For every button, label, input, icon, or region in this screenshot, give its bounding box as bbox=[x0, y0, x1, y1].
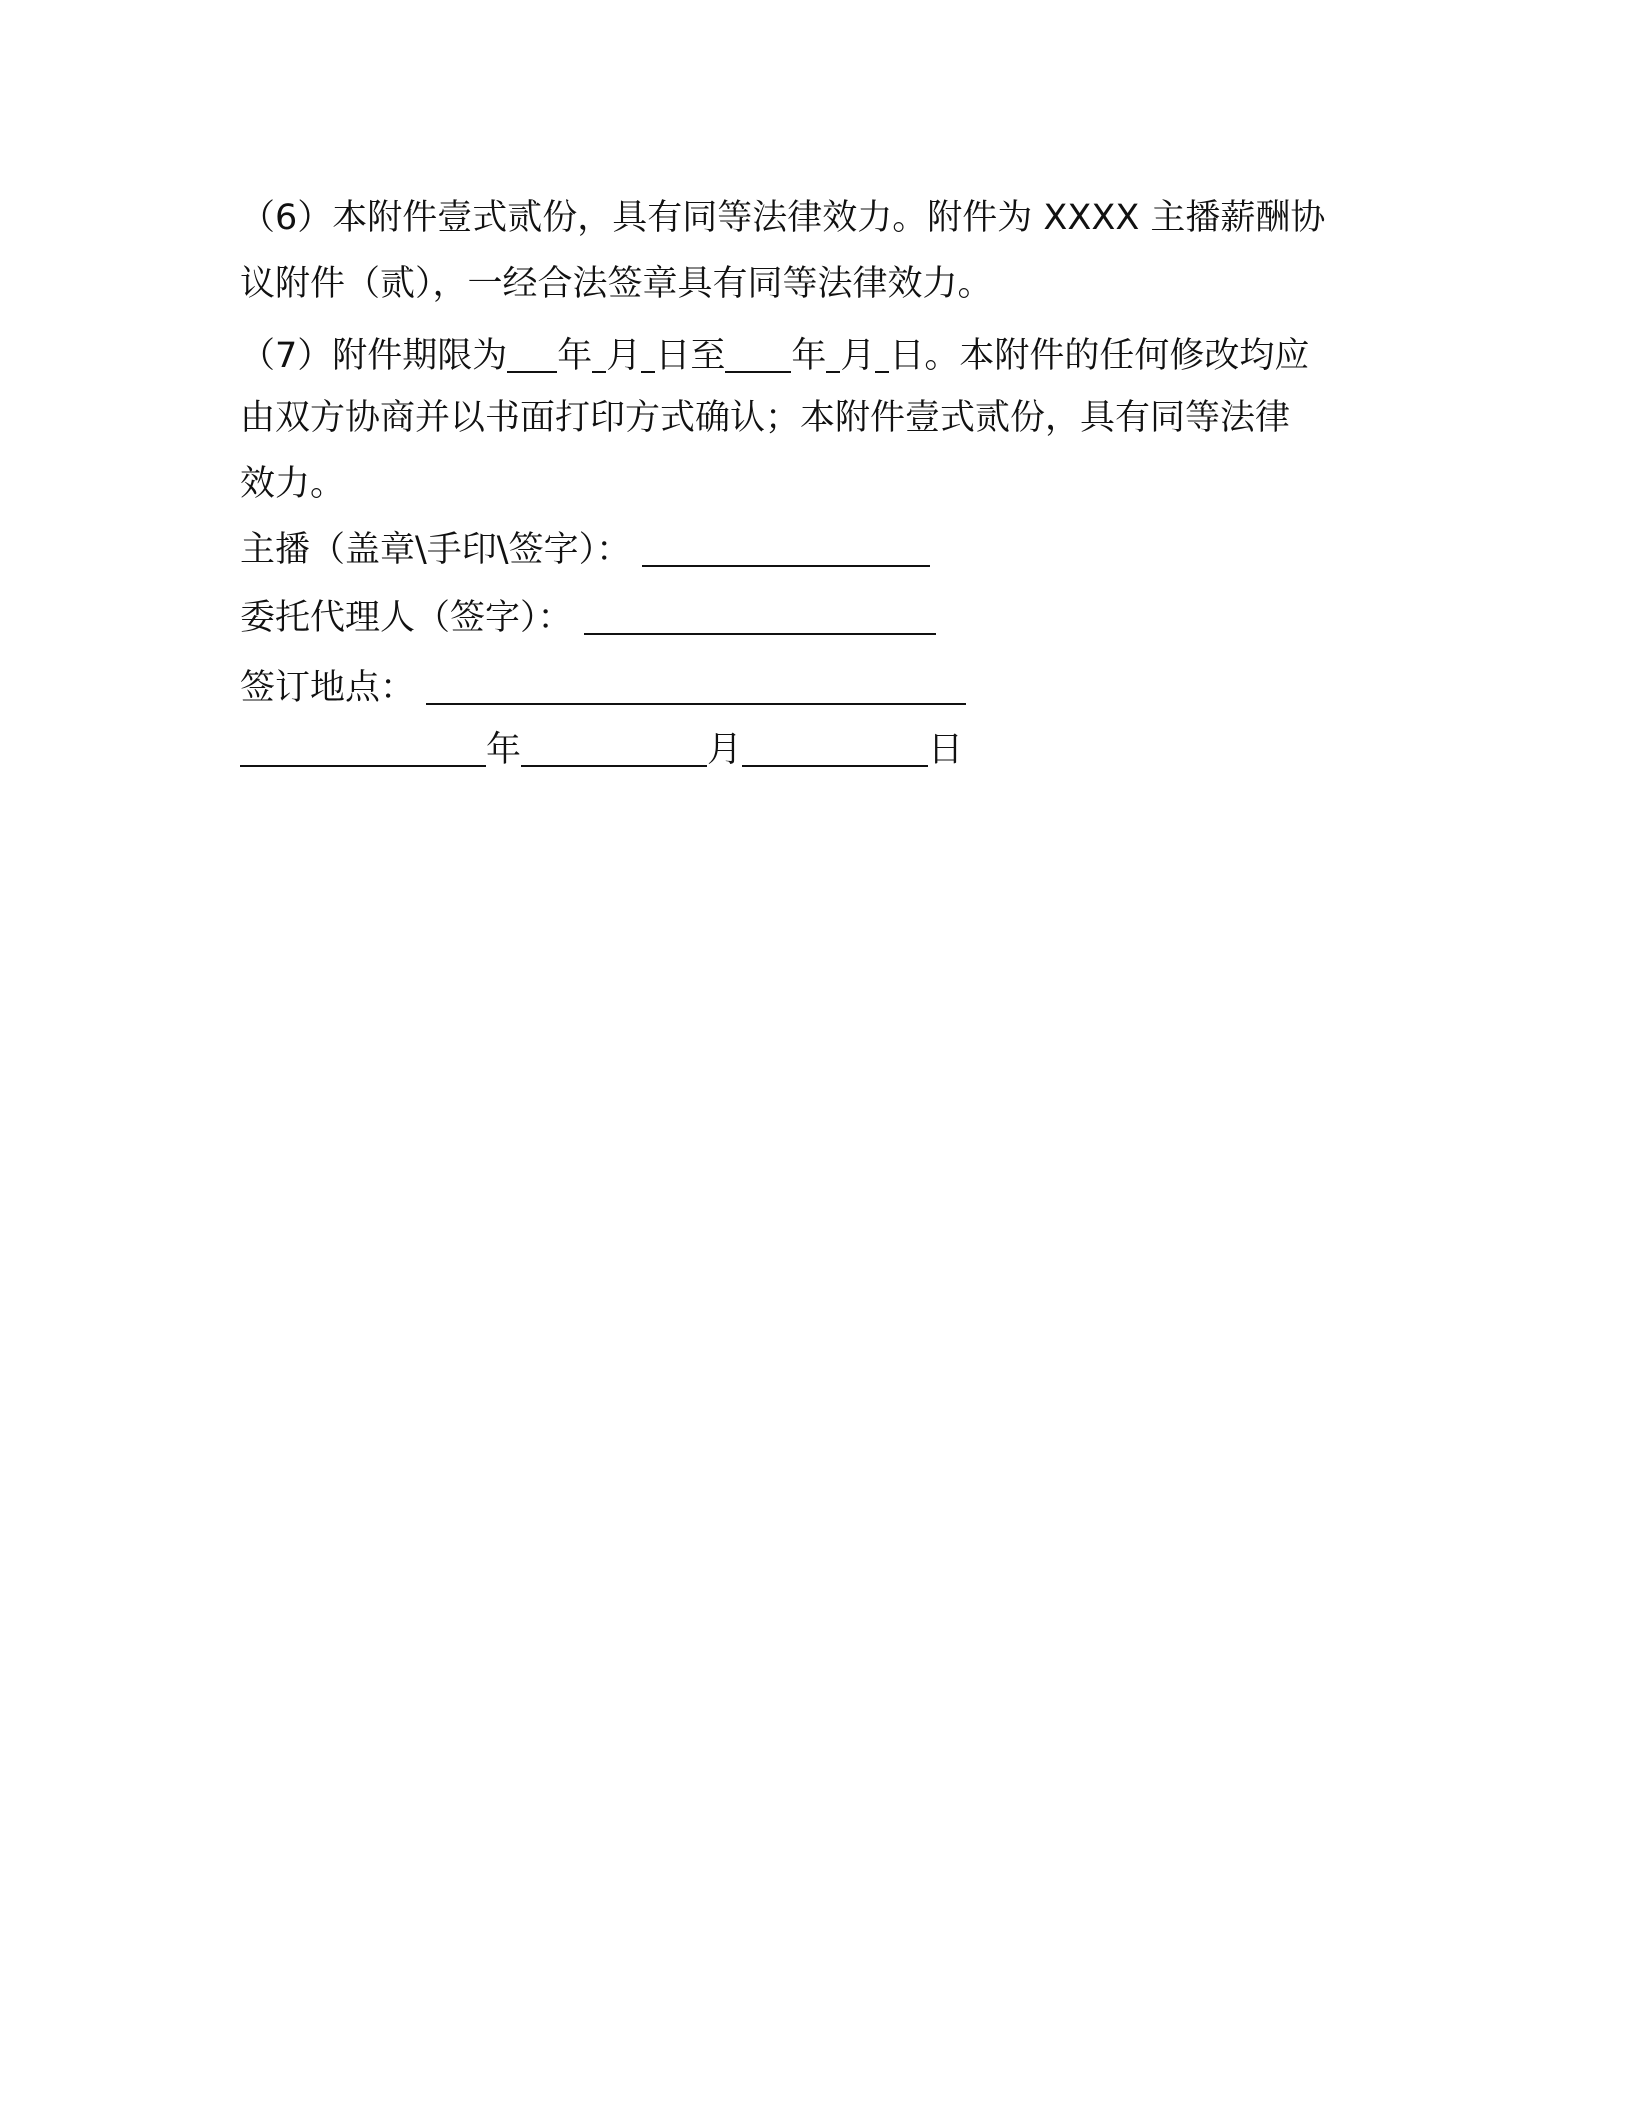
clause-7-line-2: 由双方协商并以书面打印方式确认；本附件壹式贰份，具有同等法律 bbox=[240, 398, 1291, 438]
date-year-blank bbox=[240, 731, 486, 767]
end-day-blank bbox=[875, 337, 889, 373]
clause-6-line-2: 议附件（贰），一经合法签章具有同等法律效力。 bbox=[240, 264, 993, 304]
end-year-blank bbox=[725, 337, 791, 373]
agent-signature-blank bbox=[584, 599, 936, 635]
agent-signature-row bbox=[240, 596, 936, 640]
anchor-signature-row bbox=[240, 528, 930, 572]
start-month-blank bbox=[592, 337, 606, 373]
anchor-signature-label: 主播（盖章\手印\签字）： bbox=[240, 530, 632, 570]
start-month-label: 月 bbox=[606, 336, 642, 376]
signing-date-row bbox=[240, 728, 963, 772]
clause-6-line-1: （6）本附件壹式贰份，具有同等法律效力。附件为 XXXX 主播薪酬协 bbox=[240, 198, 1326, 238]
clause-7-prefix: （7）附件期限为 bbox=[240, 336, 508, 376]
anchor-signature-blank bbox=[642, 531, 930, 567]
date-month-label: 月 bbox=[707, 730, 743, 770]
agent-signature-label: 委托代理人（签字）： bbox=[240, 598, 573, 638]
signing-place-label: 签订地点： bbox=[240, 668, 416, 708]
end-month-label: 月 bbox=[840, 336, 876, 376]
end-month-blank bbox=[826, 337, 840, 373]
date-year-label: 年 bbox=[486, 730, 522, 770]
start-day-label: 日至 bbox=[655, 336, 726, 376]
signing-place-blank bbox=[426, 669, 966, 705]
start-day-blank bbox=[641, 337, 655, 373]
end-year-label: 年 bbox=[791, 336, 827, 376]
start-year-blank bbox=[507, 337, 557, 373]
date-day-blank bbox=[742, 731, 928, 767]
clause-7-line-1 bbox=[240, 334, 1309, 378]
end-day-label: 日。本附件的任何修改均应 bbox=[889, 336, 1310, 376]
clause-7-line-3: 效力。 bbox=[240, 464, 346, 504]
start-year-label: 年 bbox=[557, 336, 593, 376]
date-day-label: 日 bbox=[928, 730, 964, 770]
date-month-blank bbox=[521, 731, 707, 767]
signing-place-row bbox=[240, 666, 966, 710]
